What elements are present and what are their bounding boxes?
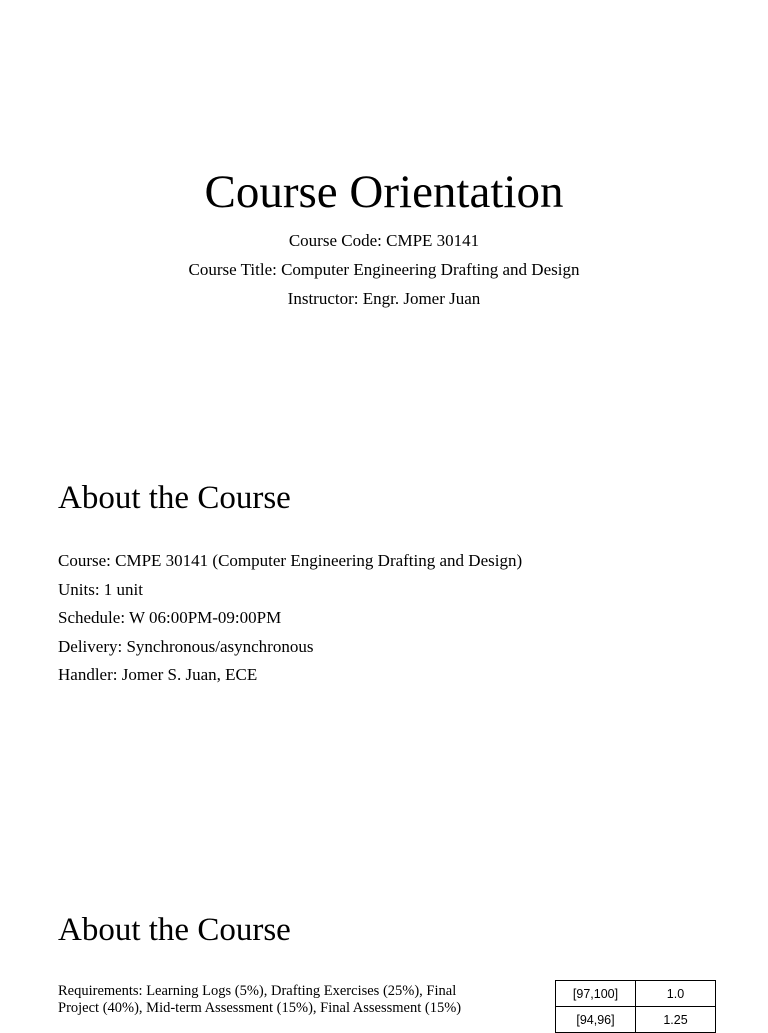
list-item: Course: CMPE 30141 (Computer Engineering Drafting and Design) — [58, 551, 523, 570]
grade-range-cell: [97,100] — [556, 981, 636, 1007]
about-course-heading-2: About the Course — [58, 912, 291, 948]
list-item: Units: 1 unit — [58, 579, 144, 599]
grade-value-cell: 1.0 — [636, 981, 716, 1007]
table-row — [556, 981, 716, 1007]
table-row — [556, 1007, 716, 1033]
instructor: Instructor: Engr. Jomer Juan — [287, 289, 481, 308]
grade-value-cell: 1.25 — [636, 1007, 716, 1033]
about-course-heading: About the Course — [58, 480, 291, 516]
course-code: Course Code: CMPE 30141 — [288, 231, 480, 250]
about-course-list — [58, 548, 522, 691]
slide-title: Course Orientation — [204, 166, 564, 218]
list-item: Handler: Jomer S. Juan, ECE — [58, 665, 258, 684]
grade-range-cell: [94,96] — [556, 1007, 636, 1033]
course-info-block — [0, 228, 768, 315]
list-item: Delivery: Synchronous/asynchronous — [58, 636, 314, 656]
grading-table — [555, 980, 716, 1033]
requirements-text: Requirements: Learning Logs (5%), Drafting Exercises (25%), Final Project (40%), Mid-term Assessment (15%), Final Assessment (15%) — [58, 983, 462, 1016]
course-title: Course Title: Computer Engineering Drafting and Design — [188, 260, 580, 279]
list-item: Schedule: W 06:00PM-09:00PM — [58, 608, 282, 627]
